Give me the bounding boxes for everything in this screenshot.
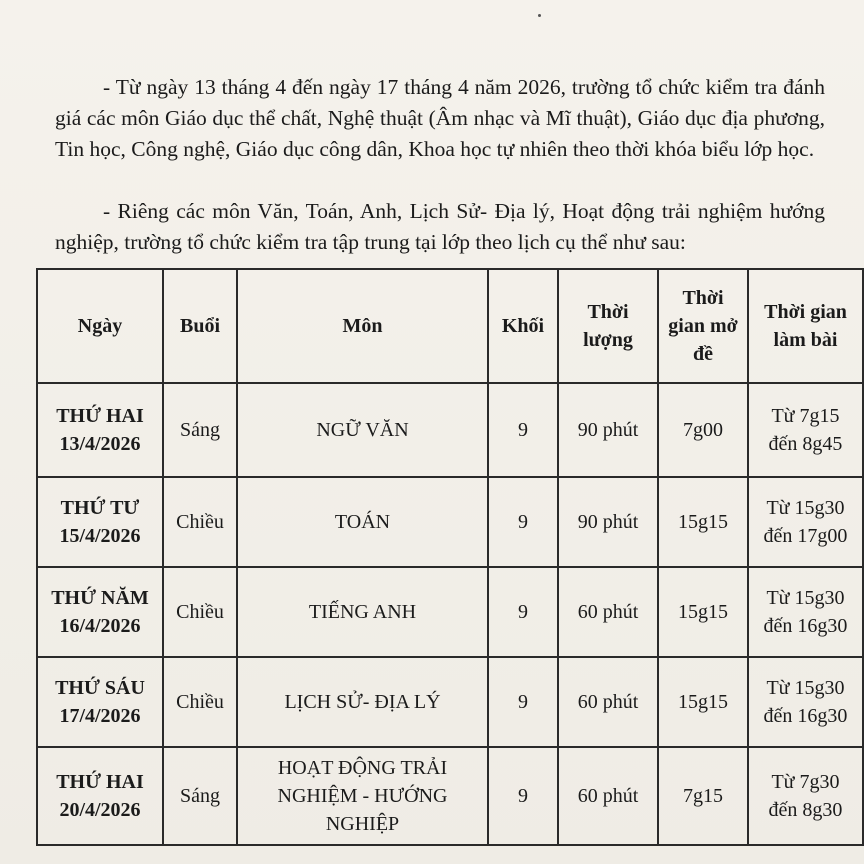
weekday-text: THỨ NĂM (51, 587, 149, 609)
header-session: Buổi (163, 269, 237, 383)
cell-open-time: 15g15 (658, 567, 748, 657)
cell-duration: 90 phút (558, 477, 658, 567)
cell-grade: 9 (488, 747, 558, 845)
time-to-text: đến 8g45 (768, 433, 843, 455)
cell-work-time (748, 747, 863, 845)
cell-grade: 9 (488, 383, 558, 477)
cell-session: Chiều (163, 657, 237, 747)
time-to-text: đến 16g30 (763, 705, 848, 727)
cell-day (37, 383, 163, 477)
page-edge (0, 860, 864, 864)
date-text: 17/4/2026 (59, 705, 141, 727)
cell-grade: 9 (488, 567, 558, 657)
cell-work-time (748, 383, 863, 477)
cell-duration: 60 phút (558, 657, 658, 747)
exam-schedule-table (36, 268, 864, 846)
header-subject: Môn (237, 269, 488, 383)
cell-day (37, 747, 163, 845)
table-row (37, 383, 863, 477)
cell-grade: 9 (488, 477, 558, 567)
cell-subject: HOẠT ĐỘNG TRẢI NGHIỆM - HƯỚNG NGHIỆP (237, 747, 488, 845)
date-text: 16/4/2026 (59, 615, 141, 637)
header-grade: Khối (488, 269, 558, 383)
cell-open-time: 7g00 (658, 383, 748, 477)
cell-duration: 90 phút (558, 383, 658, 477)
cell-session: Chiều (163, 567, 237, 657)
time-from-text: Từ 15g30 (766, 677, 845, 699)
table-row (37, 567, 863, 657)
time-to-text: đến 17g00 (763, 525, 848, 547)
intro-paragraph-2 (55, 196, 825, 258)
time-from-text: Từ 7g30 (771, 771, 840, 793)
weekday-text: THỨ SÁU (55, 677, 145, 699)
ink-dot (538, 14, 541, 17)
date-text: 20/4/2026 (59, 799, 141, 821)
cell-open-time: 7g15 (658, 747, 748, 845)
cell-duration: 60 phút (558, 747, 658, 845)
header-day: Ngày (37, 269, 163, 383)
header-work-time: Thời gian làm bài (748, 269, 863, 383)
table-row (37, 657, 863, 747)
cell-day (37, 477, 163, 567)
intro-paragraph-2-text: - Riêng các môn Văn, Toán, Anh, Lịch Sử- Địa lý, Hoạt động trải nghiệm hướng nghiệp, trường tổ chức kiểm tra tập trung tại lớp theo lịch cụ thể như sau: (55, 199, 825, 254)
cell-subject: NGỮ VĂN (237, 383, 488, 477)
cell-day (37, 567, 163, 657)
time-from-text: Từ 15g30 (766, 497, 845, 519)
cell-grade: 9 (488, 657, 558, 747)
intro-paragraph-1-text: - Từ ngày 13 tháng 4 đến ngày 17 tháng 4 năm 2026, trường tổ chức kiểm tra đánh giá các môn Giáo dục thể chất, Nghệ thuật (Âm nhạc và Mĩ thuật), Giáo dục địa phương, Tin học, Công nghệ, Giáo dục công dân, Khoa học tự nhiên theo thời khóa biểu lớp học. (55, 75, 825, 161)
weekday-text: THỨ HAI (56, 771, 144, 793)
time-from-text: Từ 15g30 (766, 587, 845, 609)
weekday-text: THỨ HAI (56, 405, 144, 427)
cell-work-time (748, 477, 863, 567)
cell-duration: 60 phút (558, 567, 658, 657)
cell-subject: TOÁN (237, 477, 488, 567)
table-header-row (37, 269, 863, 383)
date-text: 13/4/2026 (59, 433, 141, 455)
table-row (37, 747, 863, 845)
table-row (37, 477, 863, 567)
time-to-text: đến 16g30 (763, 615, 848, 637)
cell-work-time (748, 657, 863, 747)
cell-open-time: 15g15 (658, 657, 748, 747)
intro-paragraph-1 (55, 72, 825, 165)
time-from-text: Từ 7g15 (771, 405, 840, 427)
time-to-text: đến 8g30 (768, 799, 843, 821)
header-open-time: Thời gian mở đề (658, 269, 748, 383)
header-duration: Thời lượng (558, 269, 658, 383)
cell-subject: LỊCH SỬ- ĐỊA LÝ (237, 657, 488, 747)
cell-work-time (748, 567, 863, 657)
date-text: 15/4/2026 (59, 525, 141, 547)
weekday-text: THỨ TƯ (60, 497, 140, 519)
cell-open-time: 15g15 (658, 477, 748, 567)
cell-session: Sáng (163, 747, 237, 845)
cell-day (37, 657, 163, 747)
cell-subject: TIẾNG ANH (237, 567, 488, 657)
cell-session: Sáng (163, 383, 237, 477)
cell-session: Chiều (163, 477, 237, 567)
